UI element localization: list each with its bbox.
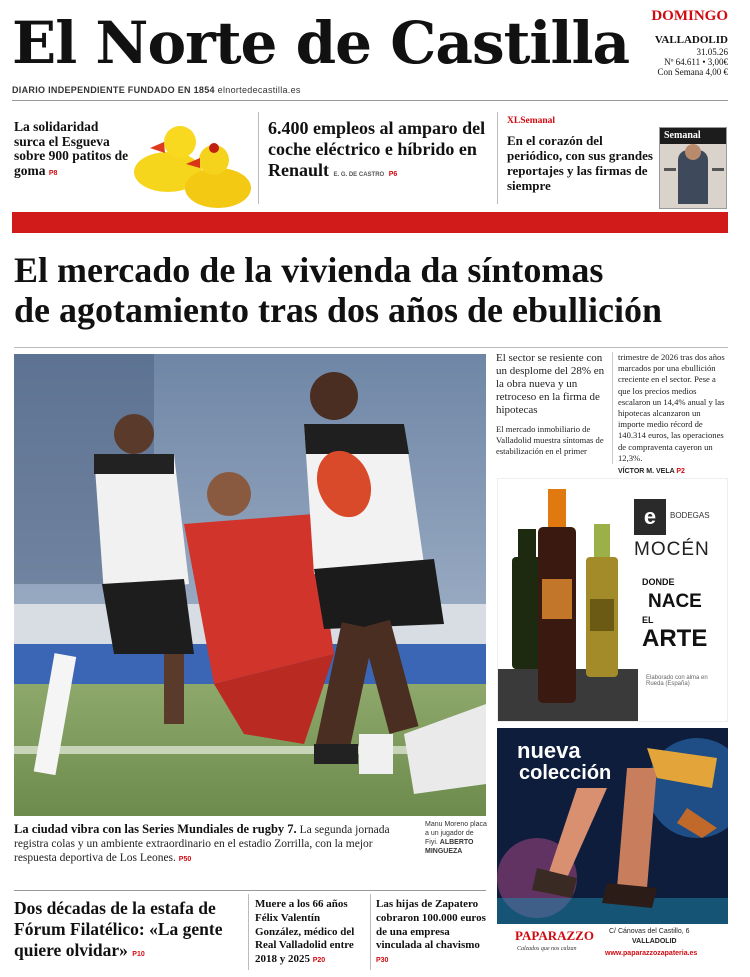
story-zapatero-text: Las hijas de Zapatero cobraron 100.000 euros de una empresa vinculada al chavismo (376, 898, 486, 952)
mocen-small-print: Elaborado con alma en Rueda (España) (646, 675, 708, 687)
side-caption-text: Manu Moreno placa a un jugador de Fiyi. (425, 821, 487, 846)
paparazzo-address: C/ Cánovas del Castillo, 6 (609, 928, 690, 935)
story-forum-page: P10 (132, 951, 145, 958)
paparazzo-footer (497, 924, 728, 968)
story-felix-valentin[interactable] (255, 898, 367, 968)
price-line: Con Semana 4,00 € (657, 67, 728, 77)
teaser-ducks-page: P8 (48, 169, 58, 177)
teaser-divider-1 (258, 112, 259, 204)
masthead-divider (12, 100, 728, 101)
xlsemanal-cover-logo: Semanal (664, 130, 701, 141)
column-divider (612, 352, 613, 464)
paparazzo-web[interactable]: www.paparazzozapateria.es (605, 950, 698, 957)
mocen-slogan-1: DONDE (642, 577, 675, 587)
main-headline-line2: de agotamiento tras dos años de ebullición (14, 290, 663, 330)
masthead-tagline (12, 85, 301, 95)
rubber-ducks-image (128, 112, 256, 212)
main-headline-line1: El mercado de la vivienda da síntomas (14, 250, 604, 290)
edition-date: 31.05.26 (696, 47, 728, 57)
mocen-brand: MOCÉN (634, 539, 710, 560)
paparazzo-shoes-ad[interactable] (497, 728, 728, 968)
photo-caption (14, 822, 412, 867)
paparazzo-line2: colección (519, 762, 612, 784)
mocen-slogan-3: EL (642, 615, 654, 625)
photo-caption-bold: La ciudad vibra con las Series Mundiales de rugby 7. (14, 822, 297, 836)
paparazzo-city: VALLADOLID (632, 938, 677, 945)
photo-side-caption (425, 820, 487, 856)
rugby-photo (14, 354, 486, 816)
paparazzo-brand-sub: Calzados que nos calzan (517, 946, 577, 952)
teaser-ducks-text: La solidaridad surca el Esgueva sobre 900 patitos de goma (14, 119, 129, 178)
story-lead: El sector se resiente con un desplome del 28% en la obra nueva y un retroceso en la firma de hipotecas (496, 352, 605, 416)
mocen-slogan-2: NACE (648, 591, 702, 612)
mocen-logo-icon: e (634, 499, 666, 535)
edition-city: VALLADOLID (654, 34, 728, 46)
website-link[interactable]: elnortedecastilla.es (217, 85, 301, 95)
bottom-divider (14, 890, 486, 891)
story-felix-page: P20 (312, 957, 326, 965)
mocen-wine-ad[interactable] (497, 478, 728, 722)
story-column-2[interactable] (618, 352, 729, 477)
edition-day: DOMINGO (651, 8, 728, 24)
story-zapatero-page: P30 (376, 957, 389, 965)
story-column-1[interactable] (496, 352, 608, 458)
teaser-divider-2 (497, 112, 498, 204)
newspaper-masthead: El Norte de Castilla (12, 9, 630, 77)
rugby-photo-illustration (14, 354, 486, 816)
story-felix-text: Muere a los 66 años Félix Valentín González, médico del Real Valladolid entre 2018 y 2025 (255, 898, 355, 966)
bottom-divider-1 (248, 894, 249, 970)
xlsemanal-cover-image (659, 127, 727, 209)
teaser-renault[interactable] (268, 118, 493, 186)
tagline-text: DIARIO INDEPENDIENTE FUNDADO EN 1854 (12, 85, 215, 95)
story-body-1: El mercado inmobiliario de Valladolid muestra síntomas de estabilización en el primer (496, 424, 604, 457)
story-zapatero[interactable] (376, 898, 488, 968)
paparazzo-line1: nueva (517, 738, 581, 763)
red-section-bar (12, 212, 728, 233)
headline-divider (14, 347, 728, 348)
main-headline[interactable] (14, 250, 734, 330)
teaser-renault-credit: E. G. DE CASTRO (333, 172, 385, 178)
teaser-ducks[interactable] (14, 120, 132, 178)
paparazzo-brand: PAPARAZZO (515, 928, 594, 943)
teaser-xlsemanal[interactable]: En el corazón del periódico, con sus grandes reportajes y las firmas de siempre (507, 133, 653, 193)
bottom-divider-2 (370, 894, 371, 970)
story-forum-filatelico[interactable] (14, 898, 244, 965)
mocen-slogan-4: ARTE (642, 625, 708, 652)
photo-caption-text: La segunda jornada registra colas y un ambiente extraordinario en el estadio Zorrilla, con la mejor respuesta deportiva de Los Leones. (14, 824, 390, 864)
story-forum-text: Dos décadas de la estafa de Fórum Filatélico: «La gente quiere olvidar» (14, 898, 223, 960)
photo-caption-page: P50 (178, 856, 192, 863)
teaser-renault-text: 6.400 empleos al amparo del coche eléctrico e híbrido en Renault (268, 118, 486, 180)
issue-number: Nº 64.611 • 3,00€ (664, 57, 728, 67)
story-page: P2 (676, 468, 685, 476)
story-body-2: trimestre de 2026 tras dos años marcados por una ebullición creciente en el sector. Pese a que los precios medios escalaron un 14,4% anual y las hipotecas alcanzaron un importe medio récord de 140.314 euros, las operaciones de compraventa cayeron un 12,3%. (618, 352, 725, 463)
photographer-credit: ALBERTO MINGUEZA (425, 839, 474, 855)
teaser-renault-page: P6 (388, 171, 398, 178)
mocen-brand-top: BODEGAS (670, 511, 710, 520)
story-author: VÍCTOR M. VELA (618, 468, 675, 476)
xlsemanal-kicker: XLSemanal (507, 116, 556, 126)
